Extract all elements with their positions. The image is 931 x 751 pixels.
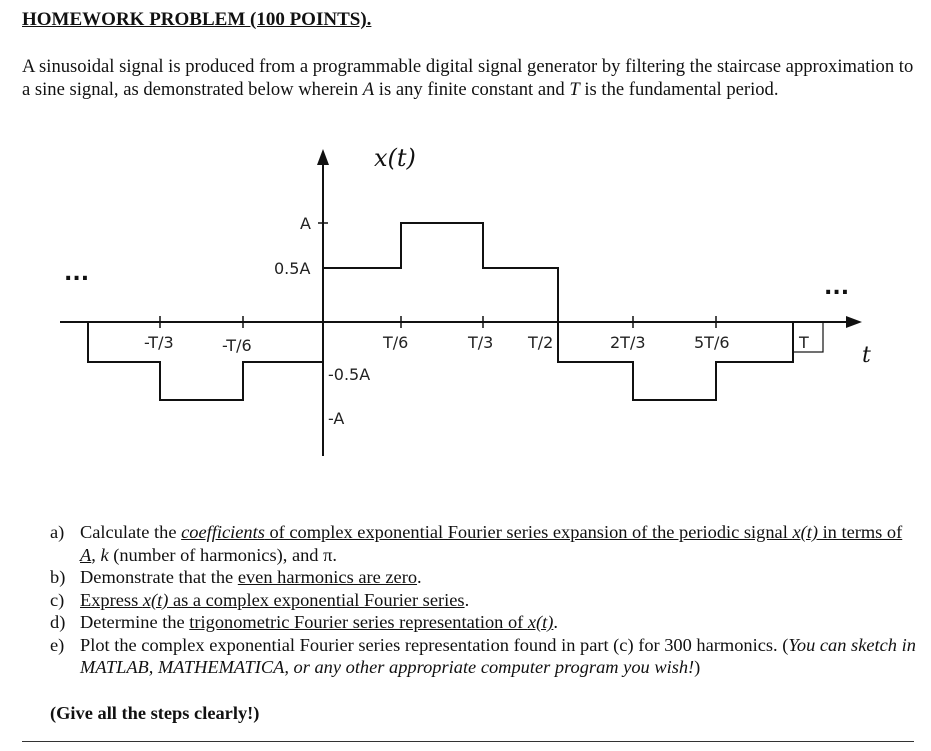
signal-figure: [0, 130, 931, 470]
problem-intro: [22, 55, 922, 101]
question-label: e): [50, 634, 65, 655]
y-axis-arrow: [317, 149, 329, 165]
question-e: e) Plot the complex exponential Fourier series representation found in part (c) for 300 harmonics. (You can sketch in MATLAB, MATHEMATICA, or any other appropriate computer program you wish!): [50, 634, 916, 677]
level-label-a: A: [300, 214, 311, 233]
x-axis-arrow: [846, 316, 862, 328]
question-list: [50, 521, 920, 679]
bottom-rule: [22, 741, 914, 742]
question-text: Calculate the: [80, 522, 182, 542]
ellipsis-left: ...: [64, 261, 90, 286]
level-label-neg-a: -A: [328, 409, 345, 428]
x-axis-label: t: [862, 343, 871, 368]
question-label: a): [50, 522, 65, 542]
question-c: c) Express x(t) as a complex exponential Fourier series.: [50, 589, 470, 610]
tick-label-t3: T/3: [468, 333, 494, 352]
page-title: HOMEWORK PROBLEM (100 POINTS).: [22, 9, 372, 30]
question-label: c): [50, 589, 65, 610]
question-label: d): [50, 612, 66, 632]
question-a: a) Calculate the coefficients of complex exponential Fourier series expansion of the periodic signal x(t) in terms of A, k (number of harmonics), and π.: [50, 522, 903, 565]
level-label-neg-half-a: -0.5A: [328, 365, 371, 384]
staircase-waveform: [88, 223, 793, 400]
intro-var-t: T: [569, 79, 580, 100]
question-underline: trigonometric Fourier series representation of x(t): [189, 612, 554, 632]
tick-label-neg-t6: -T/6: [222, 336, 252, 355]
question-underline: Express x(t) as a complex exponential Fourier series: [80, 589, 465, 610]
tick-label-t6: T/6: [383, 333, 409, 352]
closing-note: (Give all the steps clearly!): [50, 703, 260, 723]
level-label-half-a: 0.5A: [274, 259, 311, 278]
intro-text-1: A sinusoidal signal is produced from a programmable digital signal generator by filtering the staircase approximation to a sine signal, as demonstrated below wherein: [22, 56, 914, 100]
y-axis-label: x(t): [374, 144, 416, 172]
intro-var-a: A: [362, 79, 375, 100]
intro-text-2: is any finite constant and: [374, 79, 570, 100]
question-label: b): [50, 567, 66, 587]
tick-label-2t3: 2T/3: [610, 333, 646, 352]
tick-label-t: T: [799, 333, 809, 352]
question-underline: coefficients of complex exponential Fourier series expansion of the periodic signal x(t) in terms of A: [80, 522, 903, 565]
intro-text-3: is the fundamental period.: [579, 79, 779, 100]
tick-label-neg-t3: -T/3: [144, 333, 174, 352]
question-d: d) Determine the trigonometric Fourier series representation of x(t).: [50, 612, 559, 632]
ellipsis-right: ...: [824, 275, 850, 300]
tick-label-t2: T/2: [528, 333, 554, 352]
tick-label-5t6: 5T/6: [694, 333, 730, 352]
question-b: b) Demonstrate that the even harmonics are zero.: [50, 567, 422, 587]
question-underline: even harmonics are zero: [237, 567, 418, 587]
